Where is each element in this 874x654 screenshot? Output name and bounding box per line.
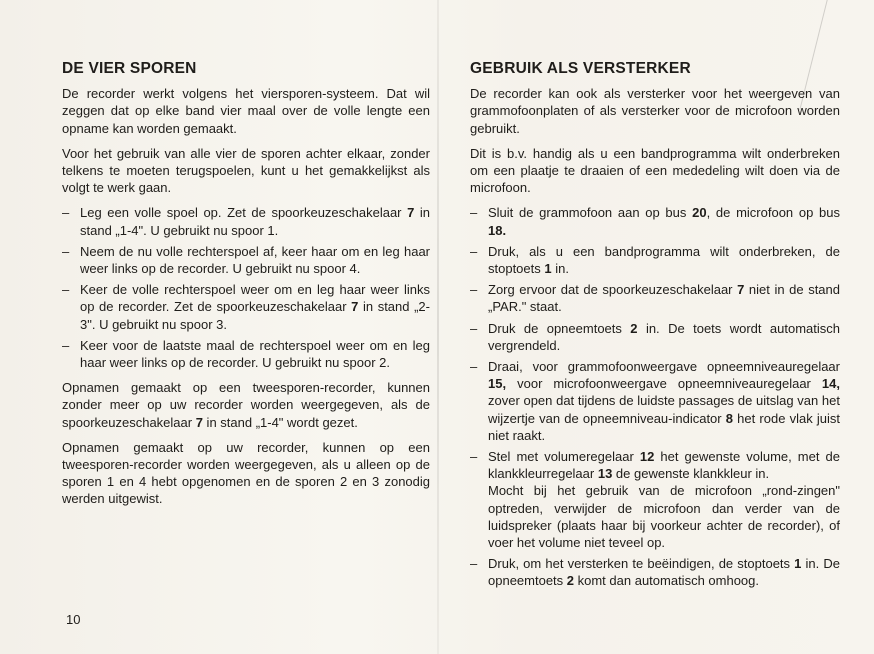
- text: Keer voor de laatste maal de rechterspoel weer om en leg haar weer links op de recorder. U gebruikt nu spoor 2.: [80, 337, 430, 371]
- list-item: [470, 448, 840, 551]
- text: in stand „2-3". U gebruikt nu spoor 3.: [80, 299, 430, 332]
- ref-number: 1: [544, 261, 552, 277]
- text: voor microfoonweergave opneemniveauregelaar: [506, 376, 822, 392]
- list-item: [470, 243, 840, 277]
- dash-bullet: –: [470, 359, 478, 375]
- ref-number: 7: [407, 205, 415, 221]
- text: Keer de volle rechterspoel weer om en leg haar weer links op de recorder. Zet de spoorkeuzeschakelaar: [80, 282, 430, 315]
- paragraph: [62, 379, 430, 431]
- dash-bullet: –: [62, 282, 70, 298]
- list-item: [62, 337, 430, 371]
- ref-number: 2: [630, 320, 638, 336]
- ref-number: 8: [725, 410, 734, 426]
- right-column: [470, 60, 840, 598]
- text: Stel met volumeregelaar: [488, 449, 640, 465]
- paragraph: Voor het gebruik van alle vier de sporen achter elkaar, zonder telkens te moeten terugspoelen, kunt u het gemakkelijkst als volgt te werk gaan.: [62, 145, 430, 196]
- text: Neem de nu volle rechterspoel af, keer haar om en leg haar weer links op de recorder. U gebruikt nu spoor 4.: [80, 243, 430, 277]
- dash-bullet: –: [62, 205, 70, 221]
- page-number: 10: [66, 612, 81, 627]
- paragraph: Opnamen gemaakt op uw recorder, kunnen op een tweesporen-recorder worden weergegeven, als u alleen op de sporen 1 en 4 hebt opgenomen en de sporen 2 en 3 zonodig werden uitgewist.: [62, 439, 430, 507]
- ref-number: 14,: [821, 376, 840, 392]
- instruction-list: [62, 204, 430, 371]
- ref-number: 2: [566, 573, 575, 589]
- text: het gewenste volume, met de klankkleurregelaar: [488, 449, 840, 482]
- dash-bullet: –: [62, 337, 70, 353]
- ref-number: 7: [351, 299, 359, 315]
- ref-number: 1: [794, 556, 802, 572]
- list-item: [470, 320, 840, 354]
- text: zover open dat tijdens de luidste passages de uitslag van het wijzertje van de opneemniveau-indicator: [488, 393, 840, 426]
- list-item: [470, 204, 840, 238]
- ref-number: 15,: [488, 376, 507, 392]
- ref-number: 7: [195, 414, 203, 430]
- dash-bullet: –: [470, 205, 478, 221]
- section-title-versterker: GEBRUIK ALS VERSTERKER: [470, 60, 691, 77]
- list-item: [470, 358, 840, 444]
- text: in.: [551, 261, 569, 277]
- dash-bullet: –: [470, 320, 478, 336]
- instruction-list: [470, 204, 840, 589]
- dash-bullet: –: [470, 556, 478, 572]
- text: in stand „1-4". U gebruikt nu spoor 1.: [80, 205, 430, 238]
- ref-number: 12: [639, 449, 655, 465]
- text: niet in de stand „PAR." staat.: [488, 282, 840, 315]
- ref-number: 13: [597, 466, 613, 482]
- text: Druk, om het versterken te beëindigen, de stoptoets: [488, 556, 795, 572]
- dash-bullet: –: [470, 243, 478, 259]
- list-item: [62, 204, 430, 238]
- ref-number: 18.: [488, 222, 507, 238]
- text: in. De toets wordt automatisch vergrendeld.: [488, 320, 840, 353]
- text: Druk, als u een bandprogramma wilt onderbreken, de stoptoets: [488, 243, 840, 277]
- text: Mocht bij het gebruik van de microfoon „rond-zingen" optreden, verwijder de microfoon dan verder van de luidspreker (plaats haar bij voorkeur achter de recorder), of voer het volume niet teveel op.: [488, 483, 840, 551]
- page-fold: [437, 0, 439, 654]
- list-item: [470, 555, 840, 589]
- left-column: [62, 60, 430, 516]
- text: de gewenste klankkleur in.: [612, 466, 770, 482]
- text: in. De opneemtoets: [488, 556, 841, 589]
- list-item: [62, 281, 430, 333]
- dash-bullet: –: [62, 243, 70, 259]
- text: Sluit de grammofoon aan op bus: [488, 205, 693, 221]
- list-item: [62, 243, 430, 277]
- text: Zorg ervoor dat de spoorkeuzeschakelaar: [488, 282, 738, 298]
- dash-bullet: –: [470, 449, 478, 465]
- text: Druk de opneemtoets: [488, 320, 631, 336]
- text: komt dan automatisch omhoog.: [574, 573, 760, 589]
- text: , de microfoon op bus: [706, 205, 840, 221]
- section-title-vier-sporen: DE VIER SPOREN: [62, 60, 197, 77]
- paragraph: De recorder werkt volgens het viersporen-systeem. Dat wil zeggen dat op elke band vier maal over de volle lengte een opname kan worden gemaakt.: [62, 86, 430, 136]
- paragraph: Dit is b.v. handig als u een bandprogramma wilt onderbreken om een plaatje te draaien of een mededeling wilt doen via de microfoon.: [470, 145, 840, 196]
- text: Draai, voor grammofoonweergave opneemniveauregelaar: [488, 359, 840, 375]
- text: Leg een volle spoel op. Zet de spoorkeuzeschakelaar: [80, 205, 408, 221]
- ref-number: 20: [692, 205, 707, 221]
- text: in stand „1-4" wordt gezet.: [202, 414, 358, 430]
- text: Opnamen gemaakt op een tweesporen-recorder, kunnen zonder meer op uw recorder worden weergegeven, als de spoorkeuzeschakelaar: [62, 380, 430, 430]
- paragraph: De recorder kan ook als versterker voor het weergeven van grammofoonplaten of als versterker voor de microfoon worden gebruikt.: [470, 86, 840, 136]
- ref-number: 7: [737, 282, 745, 298]
- text: het rode vlak juist niet raakt.: [488, 410, 840, 443]
- dash-bullet: –: [470, 282, 478, 298]
- list-item: [470, 281, 840, 315]
